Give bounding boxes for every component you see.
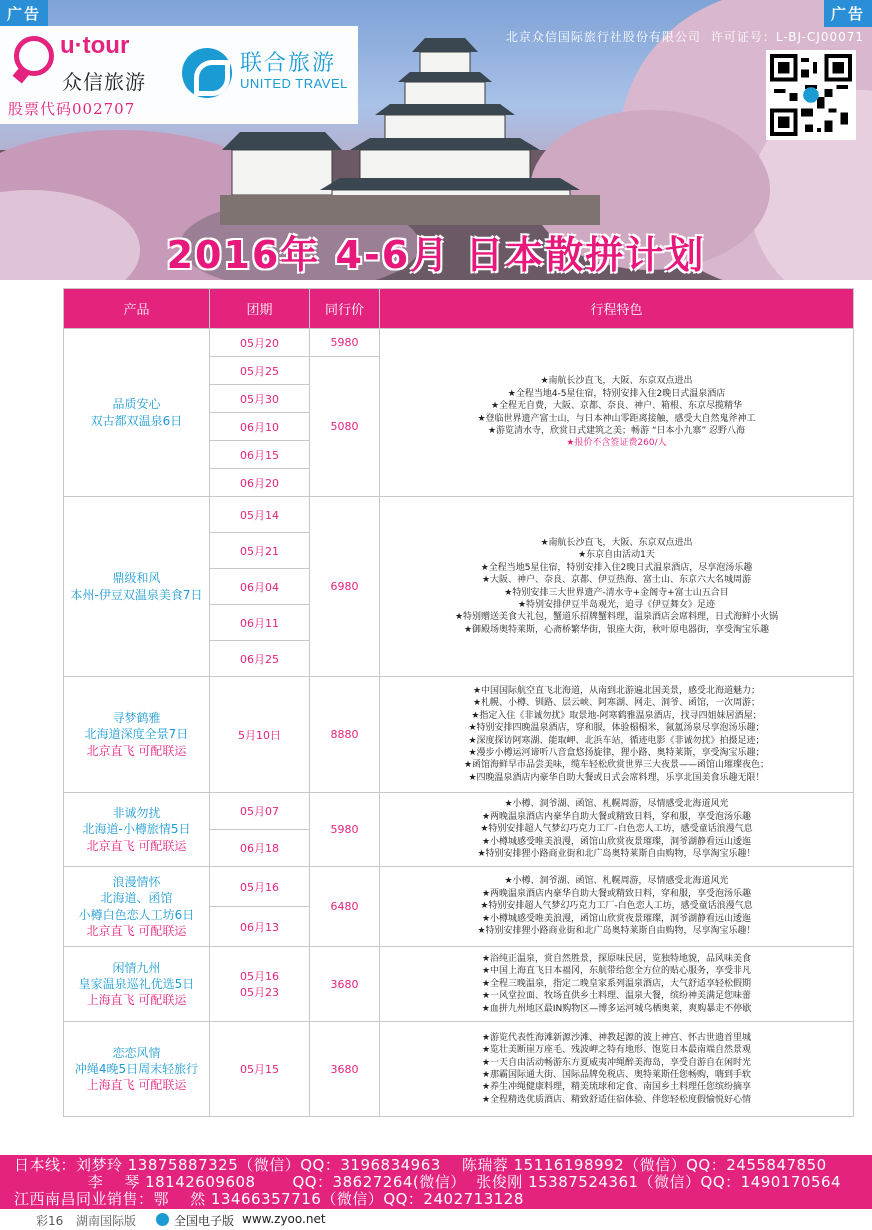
price: 5080: [310, 357, 380, 497]
price: 8880: [310, 677, 380, 793]
product-title: 品质安心: [112, 397, 161, 412]
product-subtitle: 北海道深度全景7日: [84, 727, 189, 742]
product-title: 浪漫情怀: [112, 875, 161, 890]
itinerary-features: [380, 329, 854, 497]
product-subtitle: 冲绳4晚5日周末轻旅行: [74, 1061, 199, 1076]
table-row: [64, 497, 854, 533]
feature-line: ★特别安排狸小路商业街和北广岛奥特莱斯自由购物，尽享淘宝乐趣！: [477, 849, 756, 860]
feature-line: ★特别安排伊豆半岛观光，追寻《伊豆舞女》足迹: [517, 599, 716, 610]
price: 3680: [310, 947, 380, 1022]
departure-date: 06月04: [210, 569, 310, 605]
feature-line: ★特别安排狸小路商业街和北广岛奥特莱斯自由购物，尽享淘宝乐趣！: [477, 926, 756, 937]
feature-line: ★特别安排超人气梦幻巧克力工厂-白色恋人工坊，感受童话浪漫气息: [480, 901, 753, 912]
departure-date: 05月14: [210, 497, 310, 533]
itinerary-features: [380, 867, 854, 947]
product-name: [64, 793, 210, 867]
header-banner: [0, 0, 872, 280]
qr-code-icon: [766, 50, 856, 140]
feature-line: ★漫步小樽运河谛听八音盒悠扬旋律，狸小路、奥特莱斯，享受淘宝乐趣；: [468, 747, 765, 758]
feature-line: ★全程当地4-5星住宿，特别安排入住2晚日式温泉酒店: [507, 388, 726, 399]
departure-date: 05月07: [210, 793, 310, 830]
site-url[interactable]: www.zyoo.net: [242, 1212, 326, 1226]
product-name: [64, 677, 210, 793]
feature-line: ★特别安排超人气梦幻巧克力工厂-白色恋人工坊，感受童话浪漫气息: [480, 824, 753, 835]
price: 5980: [310, 793, 380, 867]
departure-date: 5月10日: [210, 677, 310, 793]
departure-note: 北京直飞 可配联运: [86, 838, 187, 853]
feature-line: ★游览清水寺，欣赏日式建筑之美；畅游 “日本小九寨” 忍野八海: [487, 425, 746, 436]
feature-line: ★小樽、洞爷湖、函馆、札幌周游，尽情感受北海道风光: [504, 876, 729, 887]
agency-line: [496, 28, 864, 45]
price: 3680: [310, 1022, 380, 1117]
feature-line: ★两晚温泉酒店内豪华自助大餐或精致日料，穿和服，享受泡汤乐趣: [481, 888, 752, 899]
feature-line: ★全程三晚温泉，指定二晚皇家系列温泉酒店，大气舒适享轻松假期: [481, 978, 752, 989]
departure-date: 05月16: [240, 970, 279, 983]
feature-line: ★指定入住《非诚勿扰》取景地-阿寒鹤雅温泉酒店，找寻四姐妹居酒屋；: [471, 710, 762, 721]
logo-panel: [0, 26, 358, 124]
product-name: [64, 947, 210, 1022]
departure-date: 06月25: [210, 641, 310, 677]
product-title: 非诚勿扰: [112, 806, 161, 821]
feature-line: ★大阪、神户、奈良、京都、伊豆热海、富士山、东京六大名城周游: [481, 575, 752, 586]
page-title: 2016年 4-6月 日本散拼计划: [166, 233, 706, 277]
feature-line: ★深度探访阿寒湖、能取岬、北浜车站，循迹电影《非诚勿扰》拍摄足迹；: [468, 735, 765, 746]
contact-line-nanchang: 江西南昌同业销售：鄂 然 13466357716（微信）QQ：2402713128: [14, 1190, 524, 1208]
product-title: 寻梦鹤雅: [112, 711, 161, 726]
departure-date: 06月20: [210, 469, 310, 497]
product-name: [64, 867, 210, 947]
departure-date: 05月15: [210, 1022, 310, 1117]
feature-line: ★南航长沙直飞，大阪、东京双点进出: [540, 376, 693, 387]
column-header-product: 产品: [64, 289, 210, 329]
departure-note: 北京直飞 可配联运: [86, 743, 187, 758]
departure-dates: [210, 947, 310, 1022]
product-title: 恋恋风情: [112, 1045, 161, 1060]
ad-label-left: 广告: [0, 0, 48, 27]
feature-line: ★四晚温泉酒店内豪华自助大餐或日式会席料理，乐享北国美食乐趣无限！: [468, 772, 765, 783]
zyoo-logo-icon: [156, 1213, 169, 1226]
page-footer: [0, 1209, 872, 1230]
feature-line: ★一风堂拉面、牧场直供乡土料理、温泉大餐，缤纷神美满足您味蕾: [481, 991, 752, 1002]
utour-logo-icon: [14, 36, 54, 76]
departure-date: 05月21: [210, 533, 310, 569]
product-title: 闲情九州: [112, 960, 161, 975]
itinerary-features: [380, 947, 854, 1022]
departure-date: 05月16: [210, 867, 310, 907]
departure-date: 06月11: [210, 605, 310, 641]
column-header-price: 同行价: [310, 289, 380, 329]
feature-line: ★中国上海直飞日本福冈，东航带给您全方位的贴心服务，享受非凡: [481, 966, 752, 977]
product-subtitle: 北海道、函馆: [100, 891, 173, 906]
column-header-features: 行程特色: [380, 289, 854, 329]
feature-line: ★登临世界遗产富士山，与日本神山零距离接触，感受大自然鬼斧神工: [477, 413, 756, 424]
feature-line: ★函馆海鲜早市品尝美味，缆车轻松欣赏世界三大夜景——函馆山璀璨夜色；: [463, 760, 770, 771]
tour-schedule-table: [63, 288, 854, 1117]
product-subtitle: 北海道-小樽旅情5日: [82, 822, 191, 837]
feature-line: ★小樽、洞爷湖、函馆、札幌周游，尽情感受北海道风光: [504, 799, 729, 810]
feature-line: ★特别安排三大世界遗产-清水寺+金阁寺+富士山五合目: [504, 587, 729, 598]
departure-note: 上海直飞 可配联运: [86, 993, 187, 1008]
feature-line: ★浴纯正温泉，赏自然胜景，探原味民居，览独特地貌，品风味美食: [481, 953, 752, 964]
itinerary-features: [380, 793, 854, 867]
product-subtitle: 皇家温泉巡礼优选5日: [78, 976, 195, 991]
feature-line: ★小樽城感受唯美浪漫，函馆山欣赏夜景璀璨，洞爷湖静看远山逶迤: [481, 913, 752, 924]
feature-line: ★一天自由活动畅游东方夏威夷冲绳醉美海岛，享受自游自在闲时光: [481, 1057, 752, 1068]
feature-line: ★两晚温泉酒店内豪华自助大餐或精致日料，穿和服，享受泡汤乐趣: [481, 811, 752, 822]
departure-date: 05月23: [240, 986, 279, 999]
departure-date: 05月25: [210, 357, 310, 385]
departure-date: 05月20: [210, 329, 310, 357]
stock-code: 股票代码002707: [8, 100, 136, 118]
license-number: 许可证号：L-BJ-CJ00071: [710, 30, 864, 44]
feature-line: ★全程无自费，大阪、京都、奈良、神户、箱根、东京尽揽精华: [490, 401, 743, 412]
table-header-row: [64, 289, 854, 329]
product-title: 鼎级和风: [112, 571, 161, 586]
table-row: [64, 1022, 854, 1117]
departure-date: 05月30: [210, 385, 310, 413]
itinerary-features: [380, 1022, 854, 1117]
departure-note: 北京直飞 可配联运: [86, 923, 187, 938]
ad-label-right: 广告: [824, 0, 872, 27]
feature-line: ★特别赠送美食大礼包，蟹道乐招牌蟹料理，温泉酒店会席料理，日式海鲜小火锅: [454, 612, 779, 623]
utour-name-cn: 众信旅游: [62, 70, 146, 94]
table-row: [64, 947, 854, 1022]
product-name: [64, 1022, 210, 1117]
itinerary-features: [380, 497, 854, 677]
product-name: [64, 329, 210, 497]
feature-line: ★东京自由活动1天: [578, 550, 655, 561]
site-label: 全国电子版: [174, 1214, 235, 1228]
table-row: [64, 329, 854, 357]
column-header-dates: 团期: [210, 289, 310, 329]
feature-line: ★全程精选优质酒店、精致舒适住宿体验、伴您轻松度假愉悦好心情: [481, 1094, 752, 1105]
contact-bar: [0, 1155, 872, 1209]
feature-line: ★全程当地5星住宿，特别安排入住2晚日式温泉酒店，尽享泡汤乐趣: [480, 562, 753, 573]
price: 6980: [310, 497, 380, 677]
product-subtitle: 本州-伊豆双温泉美食7日: [70, 587, 203, 602]
feature-line: ★南航长沙直飞，大阪、东京双点进出: [540, 537, 693, 548]
united-travel-name-en: UNITED TRAVEL: [240, 76, 348, 91]
table-row: [64, 677, 854, 793]
departure-date: 06月10: [210, 413, 310, 441]
price: 5980: [310, 329, 380, 357]
edition-name: 湖南国际版: [76, 1214, 137, 1228]
feature-line: ★札幌、小樽、钏路、层云峡、阿寒湖、网走、洞爷、函馆，一次周游；: [472, 698, 761, 709]
departure-date: 06月15: [210, 441, 310, 469]
contact-line-japan-2: 李 琴 18142609608 QQ：38627264(微信） 张俊刚 15387524361（微信）QQ：1490170564: [14, 1173, 842, 1191]
product-subtitle: 双古都双温泉6日: [90, 413, 183, 428]
feature-line: ★养生冲绳健康料理，精美琉球和定食、南国乡土料理任您缤纷摘享: [481, 1082, 752, 1093]
contact-line-japan-1: 日本线：刘梦玲 13875887325（微信）QQ：3196834963 陈瑞蓉 15116198992（微信）QQ：2455847850: [14, 1156, 827, 1174]
page-number: 彩16: [36, 1214, 64, 1228]
product-subtitle-2: 小樽白色恋人工坊6日: [78, 907, 195, 922]
table-row: [64, 793, 854, 830]
itinerary-features: [380, 677, 854, 793]
united-travel-logo-icon: [182, 48, 232, 98]
product-name: [64, 497, 210, 677]
feature-line: ★游览代表性海滩新源沙滩、神教起源的波上神宫、怀古世遗首里城: [481, 1032, 752, 1043]
feature-line: ★览壮美断崖万座毛、残波岬之特有地形、饱览日本最南端自然景观: [481, 1045, 752, 1056]
feature-line: ★中国国际航空直飞北海道，从南到北游遍北国美景，感受北海道魅力；: [472, 685, 761, 696]
departure-note: 上海直飞 可配联运: [86, 1078, 187, 1093]
feature-line: ★那霸国际通大街、国际品牌免税店、奥特莱斯任您畅购，嗨到手软: [481, 1070, 752, 1080]
feature-line: ★特别安排四晚温泉酒店，穿和服，体验榻榻米，氤氲汤泉尽享泡汤乐趣；: [468, 723, 765, 734]
utour-name-en: u·tour: [60, 32, 130, 59]
feature-line: ★小樽城感受唯美浪漫，函馆山欣赏夜景璀璨，洞爷湖静看远山逶迤: [481, 836, 752, 847]
departure-date: 06月13: [210, 907, 310, 947]
agency-name: 北京众信国际旅行社股份有限公司: [505, 30, 701, 44]
united-travel-name-cn: 联合旅游: [240, 51, 337, 76]
feature-line: ★御殿场奥特莱斯，心斋桥繁华街，银座大街，秋叶原电器街，享受淘宝乐趣: [463, 624, 770, 635]
price: 6480: [310, 867, 380, 947]
feature-line: ★血拼九州地区最IN购物区—博多运河城乌栖奥莱，爽购暴走不停歇: [481, 1003, 752, 1014]
departure-date: 06月18: [210, 830, 310, 867]
table-row: [64, 867, 854, 907]
visa-fee-note: ★报价不含签证费260/人: [566, 438, 667, 449]
